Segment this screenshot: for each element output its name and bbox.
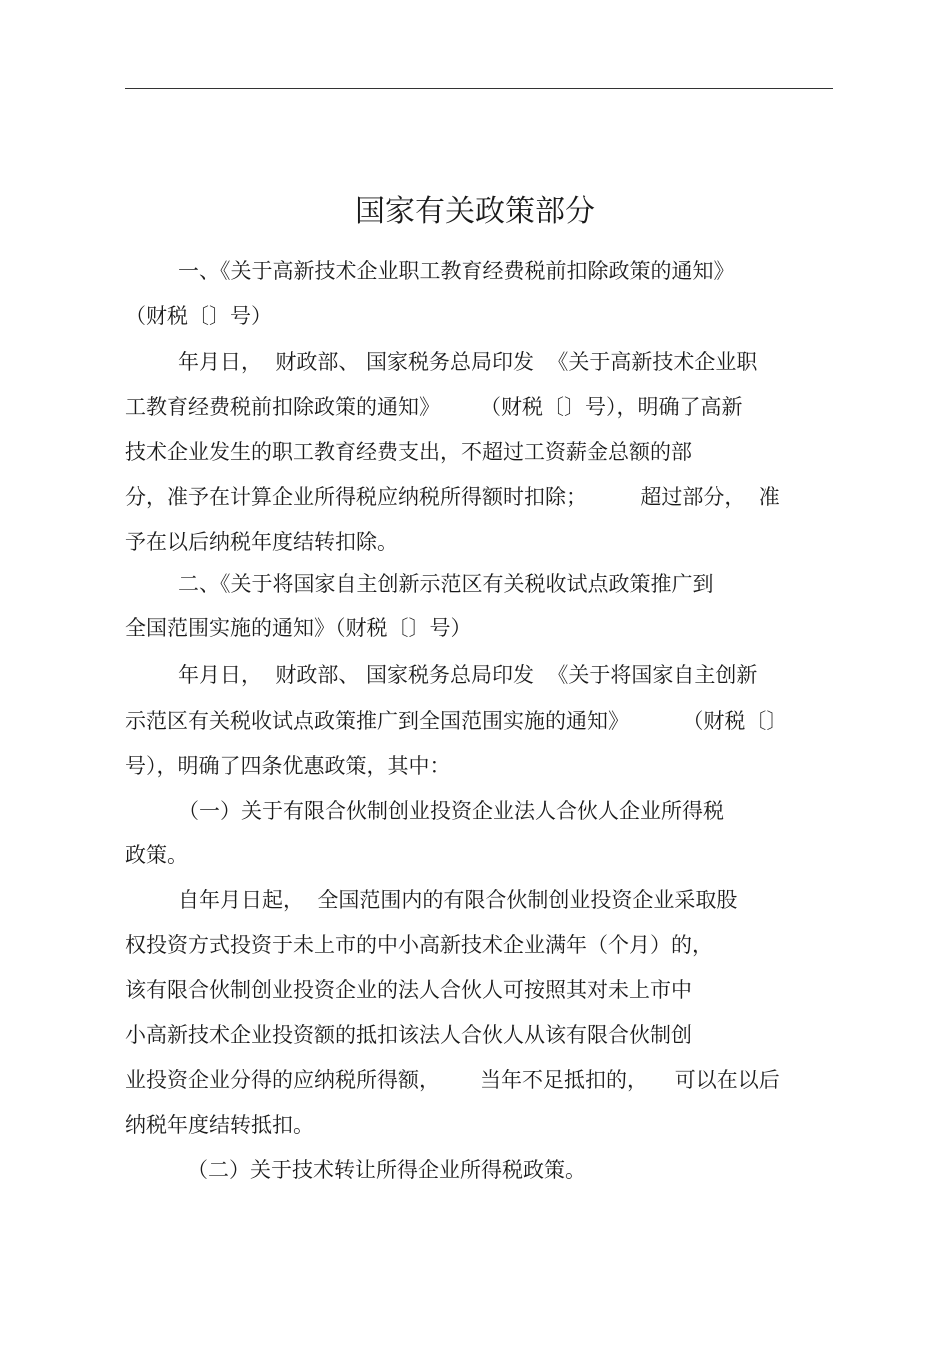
header-rule	[125, 88, 833, 89]
paragraph-line: 自年月日起， 全国范围内的有限合伙制创业投资企业采取股	[178, 888, 738, 912]
subsection-heading-1-cont: 政策。	[125, 843, 188, 867]
paragraph-line: 业投资企业分得的应纳税所得额， 当年不足抵扣的， 可以在以后	[125, 1068, 780, 1092]
paragraph-line: 号），明确了四条优惠政策，其中：	[125, 754, 451, 778]
section-heading-2-ref: 全国范围实施的通知》（财税〔〕号）	[125, 616, 472, 640]
page-title: 国家有关政策部分	[355, 194, 595, 229]
paragraph-line: 予在以后纳税年度结转扣除。	[125, 530, 398, 554]
section-heading-2: 二、《关于将国家自主创新示范区有关税收试点政策推广到	[178, 572, 714, 596]
subsection-heading-1: （一）关于有限合伙制创业投资企业法人合伙人企业所得税	[178, 799, 724, 823]
section-heading-1-ref: （财税〔〕号）	[125, 304, 272, 328]
paragraph-line: 纳税年度结转抵扣。	[125, 1113, 314, 1137]
paragraph-line: 示范区有关税收试点政策推广到全国范围实施的通知》 （财税〔〕	[125, 709, 788, 733]
subsection-heading-2: （二）关于技术转让所得企业所得税政策。	[187, 1158, 586, 1182]
paragraph-line: 年月日， 财政部、 国家税务总局印发 《关于高新技术企业职	[178, 350, 758, 374]
paragraph-line: 权投资方式投资于未上市的中小高新技术企业满年（个月）的，	[125, 933, 713, 957]
paragraph-line: 该有限合伙制创业投资企业的法人合伙人可按照其对未上市中	[125, 978, 692, 1002]
paragraph-line: 技术企业发生的职工教育经费支出，不超过工资薪金总额的部	[125, 440, 692, 464]
paragraph-line: 分，准予在计算企业所得税应纳税所得额时扣除； 超过部分， 准	[125, 485, 780, 509]
paragraph-line: 年月日， 财政部、 国家税务总局印发 《关于将国家自主创新	[178, 663, 758, 687]
paragraph-line: 工教育经费税前扣除政策的通知》 （财税〔〕号），明确了高新	[125, 395, 743, 419]
section-heading-1: 一、《关于高新技术企业职工教育经费税前扣除政策的通知》	[178, 259, 735, 283]
paragraph-line: 小高新技术企业投资额的抵扣该法人合伙人从该有限合伙制创	[125, 1023, 692, 1047]
